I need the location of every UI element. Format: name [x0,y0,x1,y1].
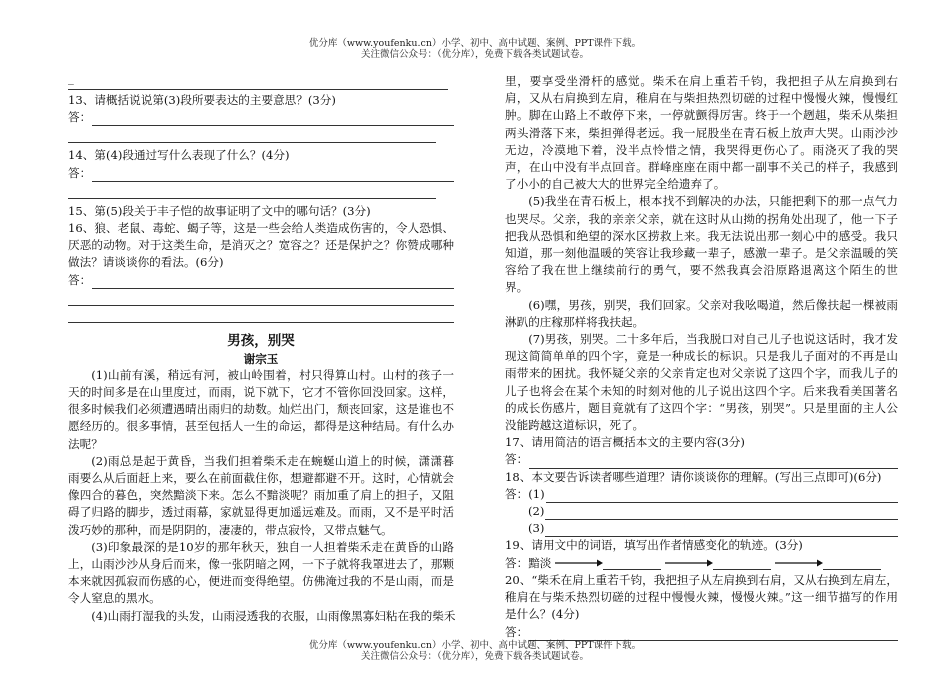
question-16: 16、狼、老鼠、毒蛇、蝎子等，这是一些会给人类造成伤害的，令人恐惧、厌恶的动物。对于这类生命，是消灭之？宽容之？还是保护之？你赞成哪种做法？请谈谈你的看法。(6分) [68,221,454,270]
footer-line-1: 优分库（www.youfenku.cn）小学、初中、高中试题、案例、PPT课件下载。 [308,640,642,651]
paragraph-3: (3)印象最深的是10岁的那年秋天，独自一人担着柴禾走在黄昏的山路上，山雨沙沙从身后而来，像一张阴暗之网，一下子就将我罩进去了，那颗本来就因孤寂而伤感的心，便进而变得绝望。仿佛淹过我的不是山雨，而是令人窒息的黑水。 [68,539,454,606]
paragraph-4: (4)山雨打湿我的头发，山雨浸透我的衣服，山雨像黑寡妇粘在我的柴禾 [91,608,456,623]
answer-line[interactable] [68,126,436,143]
question-17: 17、请用简洁的语言概括本文的主要内容(3分) [505,435,745,450]
header-line-2: 关注微信公众号：（优分库），免费下载各类试题试卷。 [360,49,589,60]
answer-label: 答： [68,272,92,287]
left-column [68,73,454,625]
question-19: 19、请用文中的词语，填写出作者情感变化的轨迹。(3分) [505,538,803,553]
answer-line[interactable] [68,182,436,199]
question-20: 20、“柴禾在肩上重若千钧，我把担子从左肩换到右肩，又从右换到左肩左，稚肩在与柴禾热烈切磋的过程中慢慢火辣，慢慢火辣。”这一细节描写的作用是什么？(4分) [505,572,898,622]
paragraph-7: (7)男孩，别哭。二十多年后，当我脱口对自己儿子也说这话时，我才发现这简简单单的四个字，竟是一种成长的标识。只是我儿子面对的不再是山雨带来的困扰。我怀疑父亲的父亲肯定也对父亲说了这四个字，而我儿子的儿子也将会在某个未知的时刻对他的儿子说出这四个字。后来我看美国著名的成长伤感片，题目竟就有了这四个字：“男孩，别哭”。只是里面的主人公没能跨越这道标识，死了。 [505,332,898,433]
answer-label: 答： [505,452,529,467]
emotion-blank-2[interactable] [713,557,771,570]
paragraph-5: (5)我坐在青石板上，根本找不到解决的办法，只能把剩下的那一点气力也哭尽。父亲，我的亲亲父亲，就在这时从山拗的拐角处出现了，他一下子把我从恐惧和绝望的深水区捞救上来。我无法说出那一刻心中的感受。我只知道，那一刻他温暖的笑容让我珍藏一辈子，感激一辈子。是父亲温暖的笑容给了我在世上继续前行的勇气，要不然我真会沿原路退离这个陌生的世界。 [505,194,898,295]
answer-line[interactable] [68,289,454,306]
answer-row-20[interactable] [505,624,898,641]
emotion-blank-1[interactable] [603,557,661,570]
paragraph-2: (2)雨总是起于黄昏，当我们担着柴禾走在蜿蜒山道上的时候，潇潇暮雨要么从后面赶上来，要么在前面截住你，想避都避不开。这时，心情就会像四合的暮色，突然黯淡下来。怎么不黯淡呢？雨加重了肩上的担子，又阻碍了归路的脚步，透过雨幕，家就显得更加遥远难及。而雨，又不是平时活泼巧妙的那种，而是阴阴的，凄凄的，带点寂怜，又带点魅气。 [68,453,454,537]
arrow-icon [775,558,823,568]
answer-row-18-1[interactable] [505,486,898,503]
stray-mark: _ [68,71,74,85]
answer-label: 答： [505,624,529,639]
answer-label: 答： [68,110,92,125]
article-title: 男孩，别哭 [227,332,295,349]
paragraph-6: (6)嘿，男孩，别哭，我们回家。父亲对我吆喝道，然后像扶起一棵被雨淋趴的庄稼那样将我扶起。 [505,297,898,329]
question-18: 18、本文要告诉读者哪些道理？请你谈谈你的理解。(写出三点即可)(6分) [505,469,882,484]
page-footer [0,640,950,662]
article-author: 谢宗玉 [243,351,279,366]
item-label-2: (2) [528,504,545,519]
answer-row-13[interactable] [68,109,454,126]
question-14: 14、第(4)段通过写什么表现了什么？(4分) [68,148,290,163]
item-label-1: (1) [528,486,545,501]
answer-label: 答： [505,486,529,501]
arrow-icon [665,558,713,568]
emotion-blank-3[interactable] [823,557,881,570]
footer-line-2: 关注微信公众号：（优分库），免费下载各类试题试卷。 [360,651,589,662]
answer-row-17[interactable] [505,451,898,468]
answer-row-14[interactable] [68,165,454,182]
arrow-icon [555,558,603,568]
paragraph-1: (1)山前有溪，稍远有河，被山岭围着，村只得算山村。山村的孩子一天的时间多是在山里度过，而雨，说下就下，它才不管你回没回家。这样，很多时候我们必须遭遇晴出雨归的劫数。灿烂出门，颓丧回家，这是谁也不愿经历的。很多事情，甚至包括人一生的命运，都得是这种结局。有什么办法呢？ [68,367,454,451]
page-header [0,38,950,60]
answer-line[interactable] [68,83,448,90]
header-line-1: 优分库（www.youfenku.cn）小学、初中、高中试题、案例、PPT课件下载。 [308,38,642,49]
question-15: 15、第(5)段关于丰子恺的故事证明了文中的哪句话？(3分) [68,203,371,218]
answer-row-18-2[interactable] [505,503,898,520]
answer-line[interactable] [68,306,454,323]
answer-label: 答： [68,165,92,180]
answer-row-16[interactable] [68,272,454,289]
answer-row-18-3[interactable] [505,520,898,537]
question-13: 13、请概括说说第(3)段所要表达的主要意思？(3分) [68,93,336,107]
answer-row-19 [505,555,898,572]
emotion-start: 答：黯淡 [505,555,552,570]
paragraph-4-continued: 里，要享受坐滑杆的感觉。柴禾在肩上重若千钧，我把担子从左肩换到右肩，又从右肩换到左肩，稚肩在与柴担热烈切磋的过程中慢慢火辣，慢慢红肿。脚在山路上不敢停下来，一停就颤得厉害。终于一个趔趄，柴禾从柴担两头滑落下来，柴担弹得老远。我一屁股坐在青石板上放声大哭。山雨沙沙无边，冷漠地下着，没半点怜惜之情，我哭得更伤心了。雨浇灭了我的哭声，在山中没有半点回音。群峰座座在雨中都一副事不关己的样子，我感到了小小的自己被大大的世界完全给遗弃了。 [505,74,898,192]
item-label-3: (3) [528,521,545,536]
right-column [505,73,898,641]
